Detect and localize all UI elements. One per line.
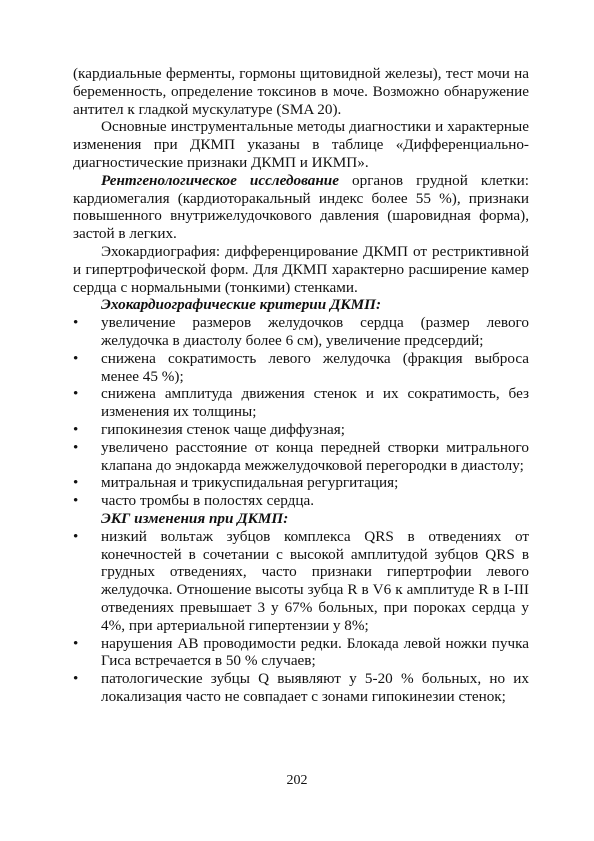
list-item-text: митральная и трикуспидальная регургитация; <box>101 474 399 492</box>
echo-criteria-heading: Эхокардиографические критерии ДКМП: <box>101 296 382 314</box>
xray-text: органов грудной клетки: кардиомегалия (кардиоторакальный индекс более 55 %), признаки повышенного внутрижелудочкового давления (шаровидная форма), застой в легких. <box>73 171 529 243</box>
list-item-text: часто тромбы в полостях сердца. <box>101 492 315 510</box>
list-item <box>73 421 529 439</box>
bullet-icon: • <box>73 420 79 438</box>
list-item-text: низкий вольтаж зубцов комплекса QRS в отведениях от конечностей в сочетании с высокой амплитудой зубцов QRS в грудных отведениях, часто признаки гипертрофии левого желудочка. Отношение высоты зубца R в V6 к амплитуде R в I-III отведениях превышает 3 у 67% больных, при пороках сердца у 4%, при артериальной гипертензии у 8%; <box>101 527 529 634</box>
paragraph-intro: (кардиальные ферменты, гормоны щитовидной железы), тест мочи на беременность, определение токсинов в моче. Возможно обнаружение антител к гладкой мускулатуре (SMA 20). <box>73 65 529 118</box>
list-item <box>73 528 529 635</box>
paragraph-echo: Эхокардиография: дифференцирование ДКМП от рестриктивной и гипертрофической форм. Для ДКМП характерно расширение камер сердца с нормальными (тонкими) стенками. <box>73 242 529 296</box>
xray-heading: Рентгенологическое исследование <box>101 171 339 189</box>
list-item-text: увеличение размеров желудочков сердца (размер левого желудочка в диастолу более 6 см), увеличение предсердий; <box>101 314 529 349</box>
list-item-text: гипокинезия стенок чаще диффузная; <box>101 420 345 438</box>
list-item <box>73 314 529 350</box>
list-item-text: увеличено расстояние от конца передней створки митрального клапана до эндокарда межжелудочковой перегородки в диастолу; <box>101 438 529 474</box>
bullet-icon: • <box>73 349 79 367</box>
list-item <box>73 635 529 671</box>
list-item <box>73 492 529 510</box>
bullet-icon: • <box>73 634 79 652</box>
bullet-icon: • <box>73 474 79 492</box>
paragraph-methods: Основные инструментальные методы диагностики и характерные изменения при ДКМП указаны в таблице «Дифференциально-диагностические признаки ДКМП и ИКМП». <box>73 118 529 171</box>
bullet-icon: • <box>73 527 79 545</box>
ecg-changes-heading: ЭКГ изменения при ДКМП: <box>101 509 289 527</box>
list-item <box>73 350 529 386</box>
bullet-icon: • <box>73 438 79 456</box>
bullet-icon: • <box>73 314 79 332</box>
ecg-changes-list <box>73 528 529 706</box>
list-item-text: снижена амплитуда движения стенок и их сократимость, без изменения их толщины; <box>101 385 529 421</box>
bullet-icon: • <box>73 385 79 403</box>
page-body <box>73 65 529 706</box>
bullet-icon: • <box>73 670 79 688</box>
list-item <box>73 385 529 421</box>
list-item-text: нарушения АВ проводимости редки. Блокада левой ножки пучка Гиса встречается в 50 % случаев; <box>101 634 529 670</box>
echo-criteria-list <box>73 314 529 510</box>
bullet-icon: • <box>73 492 79 510</box>
list-item-text: патологические зубцы Q выявляют у 5-20 % больных, но их локализация часто не совпадает с зонами гипокинезии стенок; <box>101 670 529 705</box>
paragraph-xray <box>73 172 529 243</box>
list-item <box>73 439 529 475</box>
page-number: 202 <box>286 773 308 788</box>
list-item-text: снижена сократимость левого желудочка (фракция выброса менее 45 %); <box>101 349 529 385</box>
list-item <box>73 670 529 706</box>
list-item <box>73 474 529 492</box>
